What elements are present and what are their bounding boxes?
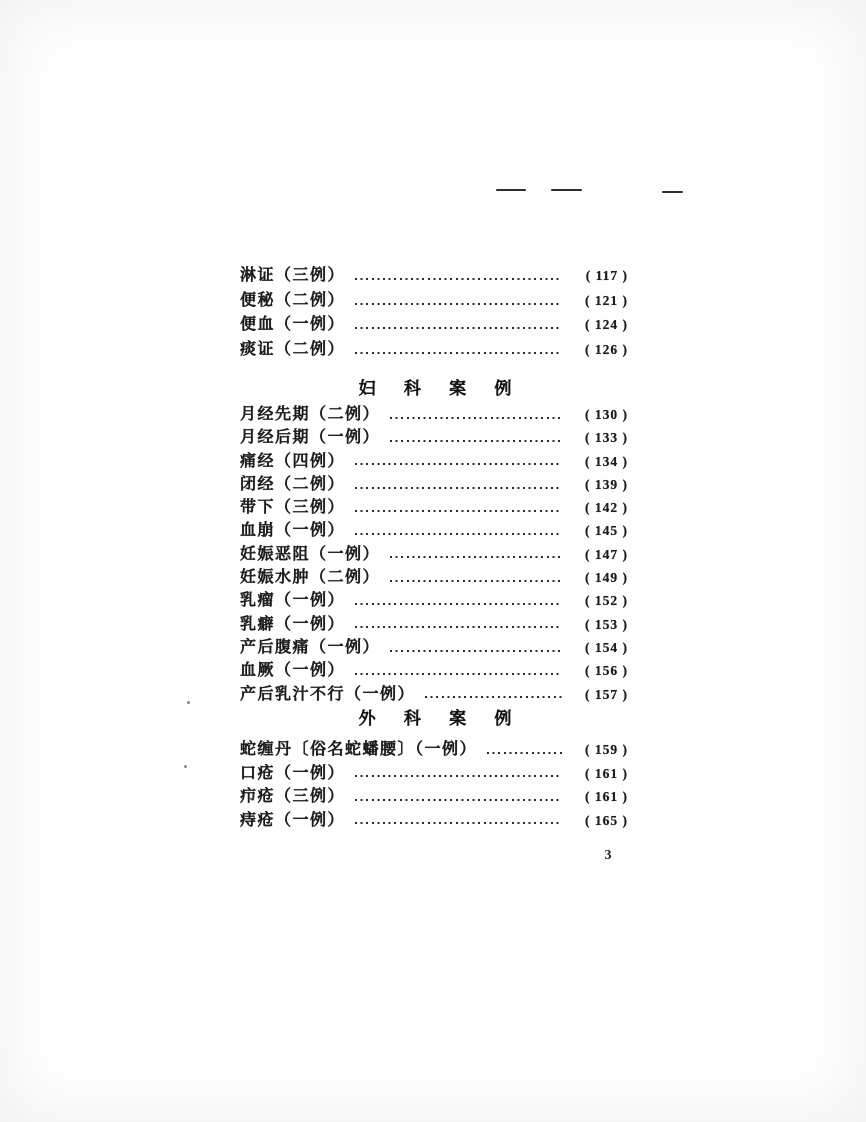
page-number: 3 xyxy=(604,848,612,863)
toc-entry-row xyxy=(240,809,628,833)
toc-entry-row xyxy=(240,762,628,786)
dot-leader xyxy=(355,533,562,535)
dot-leader xyxy=(355,303,562,305)
toc-entry-row xyxy=(240,613,628,636)
toc-section-surgery xyxy=(240,738,628,832)
section-header-gynecology-cases: 妇 科 案 例 xyxy=(358,379,524,398)
entry-page: ( 161 ) xyxy=(585,765,628,781)
dot-leader xyxy=(355,278,562,280)
dot-leader xyxy=(390,650,562,652)
dot-leader xyxy=(425,696,562,698)
toc-entry-row xyxy=(240,426,628,449)
entry-title: 血厥（一例） xyxy=(240,662,346,680)
dot-leader xyxy=(355,799,562,801)
entry-page: ( 134 ) xyxy=(585,453,628,469)
dot-leader xyxy=(355,510,562,512)
entry-title: 产后腹痛（一例） xyxy=(240,638,381,656)
entry-title: 淋证（三例） xyxy=(240,267,346,284)
toc-entry-row xyxy=(240,313,628,338)
toc-entry-row xyxy=(240,566,628,589)
section-header-surgery-cases: 外 科 案 例 xyxy=(358,709,524,728)
dot-leader xyxy=(355,673,562,675)
toc-section-internal-continued xyxy=(240,264,628,362)
entry-title: 月经后期（一例） xyxy=(240,429,381,447)
toc-entry-row xyxy=(240,496,628,519)
entry-title: 带下（三例） xyxy=(240,499,346,517)
entry-page: ( 152 ) xyxy=(585,593,628,609)
entry-title: 产后乳汁不行（一例） xyxy=(240,685,416,703)
entry-page: ( 142 ) xyxy=(585,500,628,516)
toc-entry-row xyxy=(240,589,628,612)
dot-leader xyxy=(355,463,562,465)
dot-leader xyxy=(390,417,562,419)
toc-entry-row xyxy=(240,636,628,659)
entry-title: 乳癖（一例） xyxy=(240,615,346,633)
entry-title: 口疮（一例） xyxy=(240,764,346,782)
toc-entry-row xyxy=(240,403,628,426)
entry-page: ( 157 ) xyxy=(585,686,628,702)
toc-entry-row xyxy=(240,519,628,542)
scan-speck xyxy=(184,765,187,768)
entry-title: 痔疮（一例） xyxy=(240,811,346,829)
scan-artifact-line xyxy=(496,189,526,191)
entry-page: ( 154 ) xyxy=(585,639,628,655)
entry-page: ( 124 ) xyxy=(585,317,628,333)
entry-title: 闭经（二例） xyxy=(240,475,346,493)
toc-entry-row xyxy=(240,264,628,289)
entry-title: 妊娠恶阻（一例） xyxy=(240,545,381,563)
entry-page: ( 161 ) xyxy=(585,789,628,804)
entry-page: ( 156 ) xyxy=(585,663,628,679)
toc-entry-row xyxy=(240,289,628,314)
entry-page: ( 117 ) xyxy=(585,268,628,283)
dot-leader xyxy=(487,752,562,754)
dot-leader xyxy=(355,603,562,605)
toc-section-gynecology xyxy=(240,403,628,706)
entry-title: 妊娠水肿（二例） xyxy=(240,569,381,587)
entry-title: 痛经（四例） xyxy=(240,452,346,470)
entry-title: 痰证（二例） xyxy=(240,340,346,358)
entry-page: ( 133 ) xyxy=(585,430,628,446)
toc-entry-row xyxy=(240,450,628,473)
entry-page: ( 130 ) xyxy=(585,407,628,422)
entry-title: 便秘（二例） xyxy=(240,291,346,309)
entry-title: 蛇缠丹〔俗名蛇蟠腰〕（一例） xyxy=(240,741,478,758)
entry-page: ( 126 ) xyxy=(585,341,628,357)
entry-title: 疖疮（三例） xyxy=(240,788,346,805)
entry-page: ( 159 ) xyxy=(585,742,628,757)
toc-entry-row xyxy=(240,338,628,363)
entry-page: ( 153 ) xyxy=(585,616,628,632)
dot-leader xyxy=(355,352,562,354)
scan-artifact-line xyxy=(551,189,582,191)
toc-entry-row xyxy=(240,659,628,682)
dot-leader xyxy=(355,487,562,489)
dot-leader xyxy=(355,327,562,329)
toc-entry-row xyxy=(240,543,628,566)
entry-title: 血崩（一例） xyxy=(240,522,346,540)
scan-artifact-line xyxy=(662,191,683,193)
entry-page: ( 139 ) xyxy=(585,476,628,492)
toc-entry-row xyxy=(240,738,628,762)
entry-title: 月经先期（二例） xyxy=(240,406,381,423)
scan-speck xyxy=(187,701,190,704)
entry-page: ( 145 ) xyxy=(585,523,628,539)
entry-page: ( 147 ) xyxy=(585,546,628,562)
entry-title: 便血（一例） xyxy=(240,316,346,334)
entry-title: 乳瘤（一例） xyxy=(240,592,346,610)
dot-leader xyxy=(390,556,562,558)
dot-leader xyxy=(390,580,562,582)
entry-page: ( 121 ) xyxy=(585,292,628,308)
dot-leader xyxy=(355,626,562,628)
toc-entry-row xyxy=(240,785,628,809)
toc-entry-row xyxy=(240,473,628,496)
dot-leader xyxy=(355,822,562,824)
toc-entry-row xyxy=(240,683,628,706)
entry-page: ( 165 ) xyxy=(585,812,628,828)
entry-page: ( 149 ) xyxy=(585,570,628,586)
dot-leader xyxy=(390,440,562,442)
dot-leader xyxy=(355,775,562,777)
